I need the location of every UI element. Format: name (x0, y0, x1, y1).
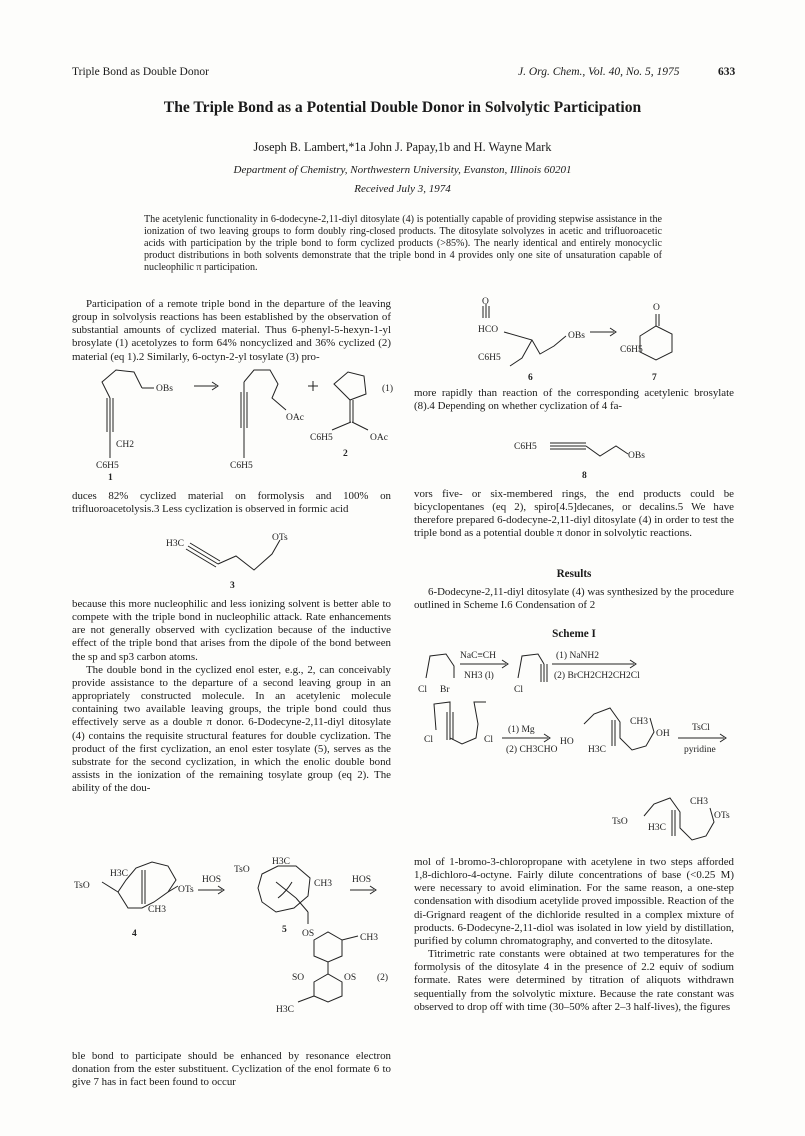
compound-number-7: 7 (652, 373, 657, 383)
running-header-journal: J. Org. Chem., Vol. 40, No. 5, 1975 (518, 66, 680, 78)
label-cl: Cl (424, 735, 433, 745)
label-oh: OH (656, 729, 670, 739)
page-number: 633 (718, 66, 736, 78)
label-cl: Cl (418, 685, 427, 695)
paragraph: 6-Dodecyne-2,11-diyl ditosylate (4) was synthesized by the procedure outlined in Scheme I.6 Condensation of 2 (414, 586, 734, 612)
running-header-left: Triple Bond as Double Donor (72, 66, 209, 78)
label-c6h5: C6H5 (230, 461, 253, 471)
label-os: OS (344, 973, 357, 983)
equation-1-structures (72, 362, 402, 480)
label-c6h5: C6H5 (514, 442, 537, 452)
label-h3c: H3C (276, 1005, 294, 1015)
left-col-para-1 (72, 298, 391, 364)
label-o: O (482, 297, 489, 307)
compound-number-6: 6 (528, 373, 533, 383)
paragraph: Participation of a remote triple bond in the departure of the leaving group in solvolysis reactions has been established by the observation of substantial amounts of cyclized material. Thus 6-phenyl-5-hexyn-1-yl brosylate (1) acetolyzes to form 64% noncyclized and 36% cyclized (2) material (eq 1).2 Similarly, 6-octyn-2-yl tosylate (3) pro- (72, 298, 391, 363)
label-os: OS (302, 929, 315, 939)
label-oac: OAc (286, 413, 304, 423)
compound-number-8: 8 (582, 471, 587, 481)
affiliation: Department of Chemistry, Northwestern University, Evanston, Illinois 60201 (233, 164, 572, 176)
equation-number-1: (1) (382, 384, 394, 394)
label-h3c: H3C (110, 869, 128, 879)
compound-number-3: 3 (230, 581, 235, 591)
label-o: O (653, 303, 660, 313)
left-col-para-2 (72, 490, 391, 516)
compound-number-4: 4 (132, 929, 137, 939)
label-tso: TsO (234, 865, 250, 875)
label-h3c: H3C (648, 823, 666, 833)
label-c6h5: C6H5 (478, 353, 501, 363)
paragraph: duces 82% cyclized material on formolysis and 100% on trifluoroacetolysis.3 Less cyclization is observed in formic acid (72, 490, 391, 516)
label-hos: HOS (202, 875, 222, 885)
paragraph: Titrimetric rate constants were obtained at two temperatures for the formolysis of the ditosylate 4 in the presence of 2.2 equiv of sodium formate. Rates were determined by titration of aliquots withdrawn sequentially from the solvolytic mixture. Because the rate constant was observed to drop off with time (30–50% after 2–3 half-lives), the figures (414, 948, 734, 1013)
scheme-1-structures (414, 646, 736, 846)
label-tso: TsO (74, 881, 90, 891)
paragraph: mol of 1-bromo-3-chloropropane with acetylene in two steps afforded 1,8-dichloro-4-octyne. Fairly dilute concentrations of base (<0.25 M) were necessary to avoid elimination. For the same reason, a one-step condensation with disodium acetylide proved impossible. Reaction of the di-Grignard reagent of the dichloride resulted in a complex mixture of products. 6-Dodecyne-2,11-diol was isolated in low yield by distillation, purified by column chromatography, and converted to the ditosylate. (414, 856, 734, 947)
label-h3c: H3C (166, 539, 184, 549)
reagent-mg: (1) Mg (508, 725, 535, 735)
label-ho: HO (560, 737, 574, 747)
reagent-brcl: (2) BrCH2CH2CH2Cl (554, 671, 640, 681)
label-cl: Cl (514, 685, 523, 695)
compound-number-2: 2 (343, 449, 348, 459)
paragraph: because this more nucleophilic and less ionizing solvent is better able to compete with the triple bond in nucleophilic attack. Rate enhancements are not generally observed with cyclization because of the inductive effect of the triple bond that arises from the dipole of the bond between the sp and sp3 carbon atoms. (72, 598, 391, 663)
paragraph: The double bond in the cyclized enol ester, e.g., 2, can conceivably provide assistance to the departure of a second leaving group in an appropriately constructed molecule. In an acetylenic molecule containing two available leaving groups, the triple bond could thus effectively serve as a double π donor. 6-Dodecyne-2,11-diyl ditosylate (4) contains the requisite structural features for double cyclization. The product of the first cyclization, an enol ester tosylate (5), serves as the substrate for the second cyclization, in which the enolic double bond assists in the ionization of the remaining tosylate group (eq 2). The ability of the dou- (72, 663, 391, 795)
label-ch3: CH3 (314, 879, 332, 889)
scheme-heading: Scheme I (552, 628, 596, 640)
reagent-tscl: TsCl (692, 723, 710, 733)
label-ots: OTs (714, 811, 730, 821)
label-cl: Cl (484, 735, 493, 745)
label-ch2: CH2 (116, 440, 134, 450)
equation-number-2: (2) (377, 973, 389, 983)
label-c6h5: C6H5 (620, 345, 643, 355)
label-hos: HOS (352, 875, 372, 885)
label-ots: OTs (272, 533, 288, 543)
compound-3-structure (160, 530, 330, 592)
authors: Joseph B. Lambert,*1a John J. Papay,1b and H. Wayne Mark (253, 140, 552, 154)
label-ch3: CH3 (630, 717, 648, 727)
reagent-pyridine: pyridine (684, 745, 716, 755)
label-obs: OBs (568, 331, 585, 341)
compound-number-5: 5 (282, 925, 287, 935)
label-obs: OBs (628, 451, 645, 461)
label-so: SO (292, 973, 305, 983)
compounds-6-7-structures (470, 296, 710, 384)
paragraph: vors five- or six-membered rings, the end products could be bicyclopentanes (eq 2), spiro[4.5]decanes, or decalins.5 We have therefore prepared 6-dodecyne-2,11-diyl ditosylate (4) in order to test the triple bond as a potential double π donor in solvolytic reactions. (414, 488, 734, 540)
right-col-para-4 (414, 856, 734, 1014)
right-col-para-3 (414, 586, 734, 612)
paragraph: more rapidly than reaction of the corresponding acetylenic brosylate (8).4 Depending on whether cyclization of 4 fa- (414, 387, 734, 413)
label-h3c: H3C (272, 857, 290, 867)
compound-8-structure (510, 432, 660, 482)
label-ch3: CH3 (360, 933, 378, 943)
label-h3c: H3C (588, 745, 606, 755)
label-ots: OTs (178, 885, 194, 895)
received-date: Received July 3, 1974 (354, 183, 451, 195)
reagent-nacch: NaC≡CH (460, 651, 496, 661)
reagent-nh3: NH3 (l) (464, 671, 494, 681)
compound-number-1: 1 (108, 473, 113, 480)
abstract: The acetylenic functionality in 6-dodecyne-2,11-diyl ditosylate (4) is potentially capable of providing stepwise assistance in the ionization of two leaving groups to form doubly ring-closed products. The ditosylate solvolyzes in acetic and trifluoroacetic acids with participation by the triple bond to form cyclized products (>85%). The nearly identical and entirely monocyclic product distributions in both solvents demonstrate that the triple bond in 4 provides only one site of unsaturation capable of nucleophilic π participation. (144, 214, 662, 274)
article-title: The Triple Bond as a Potential Double Donor in Solvolytic Participation (163, 99, 642, 116)
label-obs: OBs (156, 384, 173, 394)
label-ch3: CH3 (690, 797, 708, 807)
right-col-para-1 (414, 387, 734, 413)
left-col-para-3 (72, 598, 391, 795)
label-c6h5: C6H5 (310, 433, 333, 443)
label-ch3: CH3 (148, 905, 166, 915)
results-heading: Results (556, 568, 592, 580)
reagent-ch3cho: (2) CH3CHO (506, 745, 558, 755)
reagent-nanh2: (1) NaNH2 (556, 651, 600, 661)
label-oac: OAc (370, 433, 388, 443)
equation-2-structures (72, 852, 402, 1024)
label-hco: HCO (478, 325, 499, 335)
label-c6h5: C6H5 (96, 461, 119, 471)
paragraph: ble bond to participate should be enhanced by resonance electron donation from the ester substituent. Cyclization of the enol formate 6 to give 7 has in fact been found to occur (72, 1050, 391, 1089)
label-br: Br (440, 685, 450, 695)
left-col-para-5 (72, 1050, 391, 1089)
label-tso: TsO (612, 817, 628, 827)
right-col-para-2 (414, 488, 734, 541)
